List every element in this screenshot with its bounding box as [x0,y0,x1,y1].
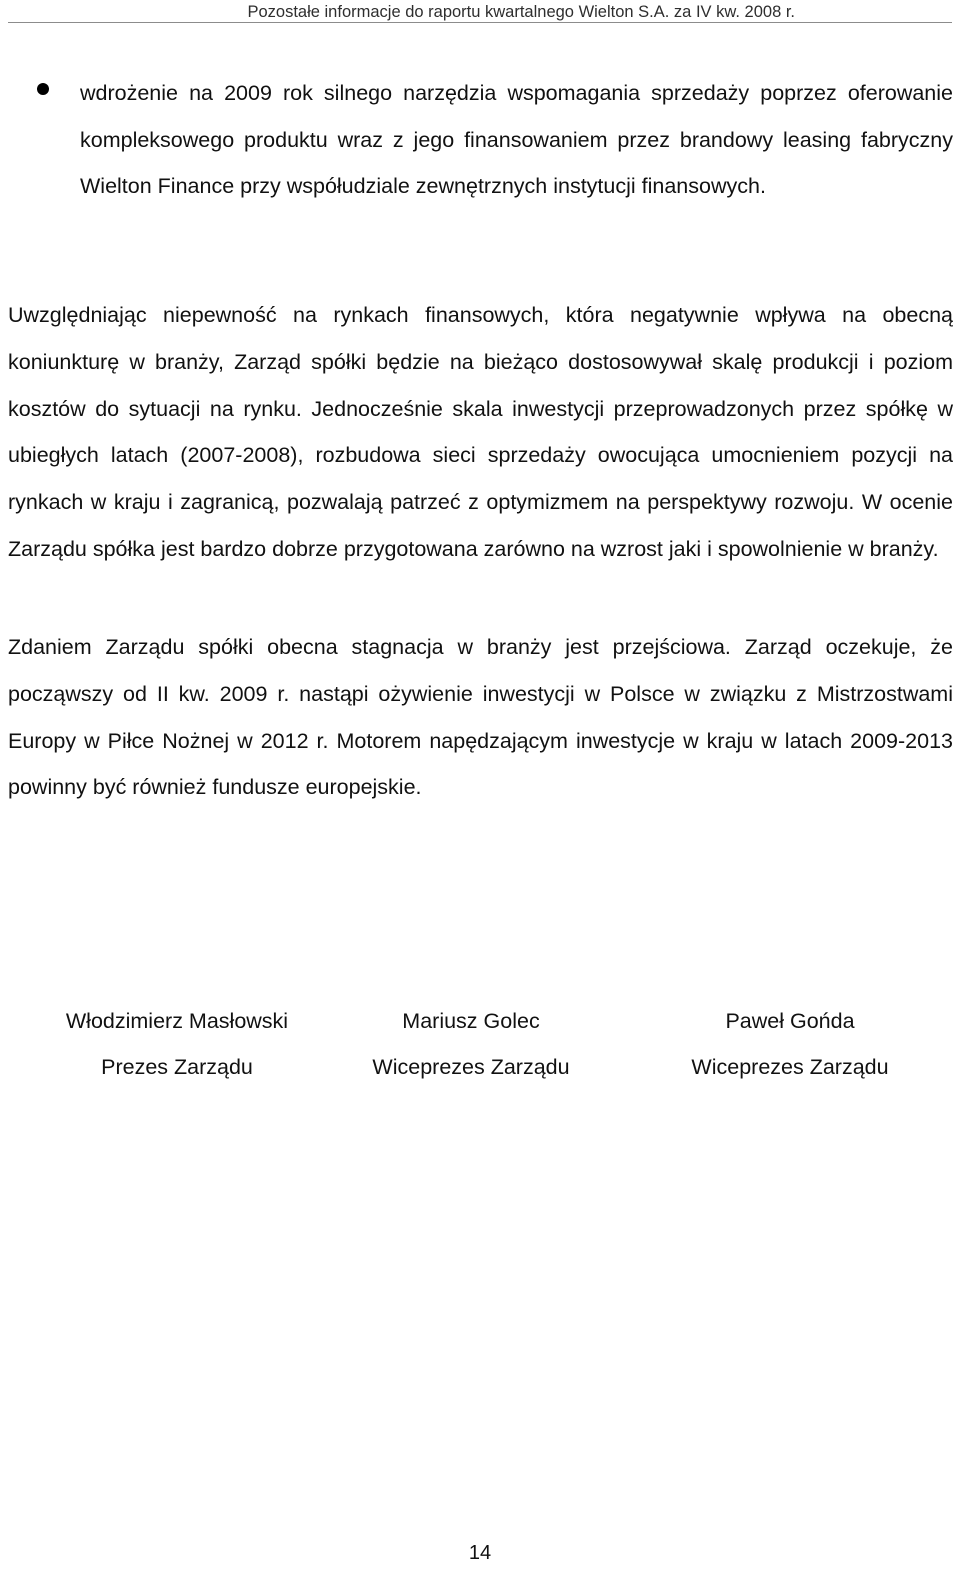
page-header: Pozostałe informacje do raportu kwartalnego Wielton S.A. za IV kw. 2008 r. [247,3,795,21]
signatory-role: Wiceprezes Zarządu [691,1055,889,1079]
page-number: 14 [468,1542,492,1564]
signatory-role: Wiceprezes Zarządu [372,1055,570,1079]
signatory-role: Prezes Zarządu [101,1055,253,1079]
signature-president [27,998,327,1090]
paragraph-stagnation: Zdaniem Zarządu spółki obecna stagnacja w branży jest przejściowa. Zarząd oczekuje, że począwszy od II kw. 2009 r. nastąpi ożywienie inwestycji w Polsce w związku z Mistrzostwami Europy w Piłce Nożnej w 2012 r. Motorem napędzającym inwestycje w kraju w latach 2009-2013 powinny być również fundusze europejskie. [8,635,953,800]
paragraph-outlook: Uwzględniając niepewność na rynkach finansowych, która negatywnie wpływa na obecną koniunkturę w branży, Zarząd spółki będzie na bieżąco dostosowywał skalę produkcji i poziom kosztów do sytuacji na rynku. Jednocześnie skala inwestycji przeprowadzonych przez spółkę w ubiegłych latach (2007-2008), rozbudowa sieci sprzedaży owocująca umocnieniem pozycji na rynkach w kraju i zagranicą, pozwalają patrzeć z optymizmem na perspektywy rozwoju. W ocenie Zarządu spółka jest bardzo dobrze przygotowana zarówno na wzrost jaki i spowolnienie w branży. [8,303,953,561]
signature-block [0,998,960,1098]
signature-vice-president-2 [640,998,940,1090]
header-divider [8,22,952,23]
signatory-name: Mariusz Golec [402,1009,540,1033]
signatory-name: Włodzimierz Masłowski [65,1009,289,1033]
signatory-name: Paweł Gońda [725,1009,855,1033]
bullet-icon [37,83,49,95]
bullet-list-item: wdrożenie na 2009 rok silnego narzędzia wspomagania sprzedaży poprzez oferowanie kompleksowego produktu wraz z jego finansowaniem przez brandowy leasing fabryczny Wielton Finance przy współudziale zewnętrznych instytucji finansowych. [80,81,953,198]
signature-vice-president-1 [321,998,621,1090]
